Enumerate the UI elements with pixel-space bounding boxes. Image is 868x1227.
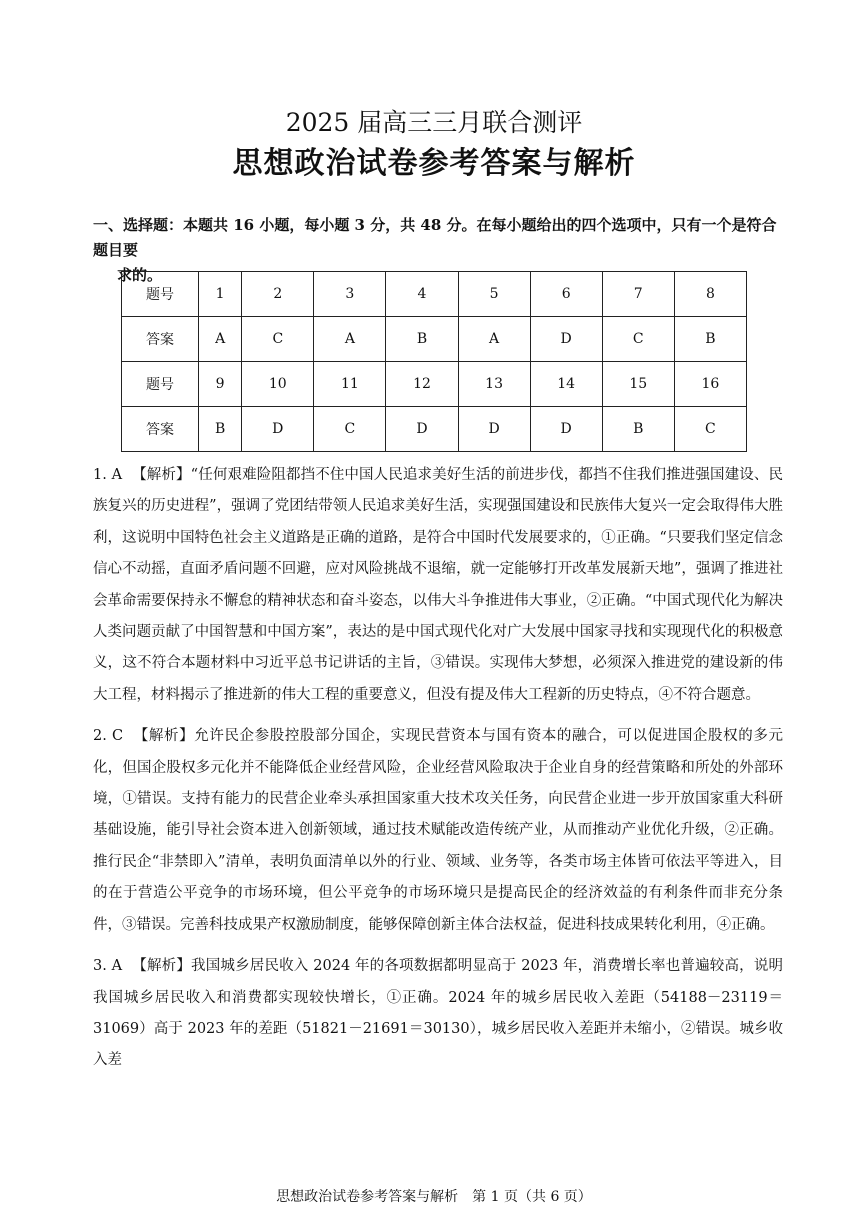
row-label: 题号 [122,272,199,317]
question-number: 8 [674,272,746,317]
question-number: 10 [242,362,314,407]
answer-cell: D [458,407,530,452]
question-number: 2 [242,272,314,317]
question-number: 4 [386,272,458,317]
row-label: 答案 [122,407,199,452]
question-number: 9 [199,362,242,407]
question-number: 13 [458,362,530,407]
answer-cell: B [602,407,674,452]
explanation-list [93,460,783,1087]
list-item [93,951,783,1077]
question-number: 1 [199,272,242,317]
row-label: 题号 [122,362,199,407]
item-number: 1. A [93,467,123,483]
answer-cell: B [386,317,458,362]
exam-title: 2025 届高三三月联合测评 [285,108,583,137]
question-number: 11 [314,362,386,407]
answer-cell: D [386,407,458,452]
list-item [93,460,783,711]
question-number: 16 [674,362,746,407]
answer-cell: C [674,407,746,452]
item-text: “任何艰难险阻都挡不住中国人民追求美好生活的前进步伐，都挡不住我们推进强国建设、民族复兴的历史进程”，强调了党团结带领人民追求美好生活，实现强国建设和民族伟大复兴一定会取得伟大胜利，这说明中国特色社会主义道路是正确的道路，是符合中国时代发展要求的，①正确。“只要我们坚定信念信心不动摇，直面矛盾问题不回避，应对风险挑战不退缩，就一定能够打开改革发展新天地”，强调了推进社会革命需要保持永不懈怠的精神状态和奋斗姿态，以伟大斗争推进伟大事业，②正确。“中国式现代化为解决人类问题贡献了中国智慧和中国方案”，表达的是中国式现代化对广大发展中国家寻找和实现现代化的积极意义，这不符合本题材料中习近平总书记讲话的主旨，③错误。实现伟大梦想，必须深入推进党的建设新的伟大工程，材料揭示了推进新的伟大工程的重要意义，但没有提及伟大工程新的历史特点，④不符合题意。 [93,467,783,703]
question-number: 3 [314,272,386,317]
item-text: 我国城乡居民收入 2024 年的各项数据都明显高于 2023 年，消费增长率也普遍较高，说明我国城乡居民收入和消费都实现较快增长，①正确。2024 年的城乡居民收入差距（54188－23119＝31069）高于 2023 年的差距（51821－21691＝30130），城乡居民收入差距并未缩小，②错误。城乡收入差 [93,958,784,1069]
answer-cell: B [199,407,242,452]
item-number: 3. A [93,958,123,975]
question-number: 15 [602,362,674,407]
question-number: 12 [386,362,458,407]
answer-cell: C [602,317,674,362]
item-number: 2. C [93,728,124,745]
answer-cell: A [458,317,530,362]
answer-cell: D [530,407,602,452]
question-number: 14 [530,362,602,407]
answer-cell: D [530,317,602,362]
answer-cell: D [242,407,314,452]
analysis-tag: 【解析】 [133,728,195,745]
answer-table [121,271,747,452]
table-row [122,272,747,317]
section-heading-line2: 求的。 [117,266,163,284]
page-footer: 思想政治试卷参考答案与解析 第 1 页（共 6 页） [276,1189,592,1205]
analysis-tag: 【解析】 [132,958,192,975]
answer-cell: C [314,407,386,452]
question-number: 6 [530,272,602,317]
item-text: 允许民企参股控股部分国企，实现民营资本与国有资本的融合，可以促进国企股权的多元化，但国企股权多元化并不能降低企业经营风险，企业经营风险取决于企业自身的经营策略和所处的外部环境，①错误。支持有能力的民营企业牵头承担国家重大技术攻关任务，向民营企业进一步开放国家重大科研基础设施，能引导社会资本进入创新领域，通过技术赋能改造传统产业，从而推动产业优化升级，②正确。推行民企“非禁即入”清单，表明负面清单以外的行业、领域、业务等，各类市场主体皆可依法平等进入，目的在于营造公平竞争的市场环境，但公平竞争的市场环境只是提高民企的经济效益的有利条件而非充分条件，③错误。完善科技成果产权激励制度，能够保障创新主体合法权益，促进科技成果转化利用，④正确。 [93,728,783,933]
analysis-tag: 【解析】 [132,467,191,483]
answer-cell: A [314,317,386,362]
answer-cell: C [242,317,314,362]
table-row [122,407,747,452]
table-row [122,317,747,362]
question-number: 5 [458,272,530,317]
table-row [122,362,747,407]
question-number: 7 [602,272,674,317]
row-label: 答案 [122,317,199,362]
answer-cell: B [674,317,746,362]
list-item [93,721,783,941]
section-heading-line1: 一、选择题：本题共 16 小题，每小题 3 分，共 48 分。在每小题给出的四个选项中，只有一个是符合题目要 [93,216,777,259]
document-title: 思想政治试卷参考答案与解析 [232,146,636,181]
answer-cell: A [199,317,242,362]
